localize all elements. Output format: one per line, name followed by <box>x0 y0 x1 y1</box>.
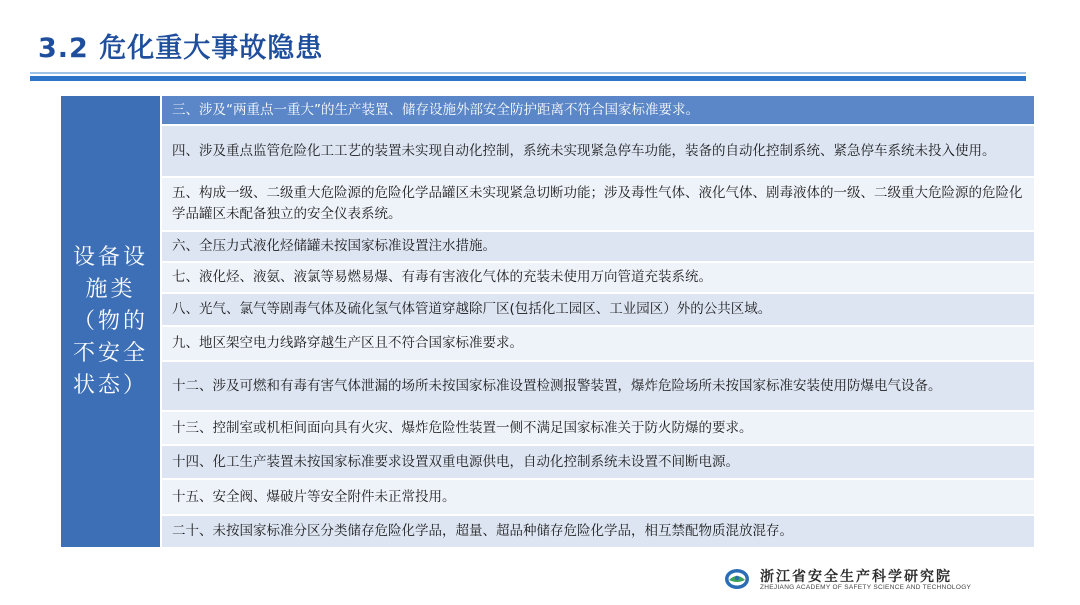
table-row <box>162 446 1034 478</box>
row-text: 六、全压力式液化烃储罐未按国家标准设置注水措施。 <box>172 238 496 254</box>
table-row <box>162 480 1034 514</box>
table-row <box>162 263 1034 292</box>
row-text: 七、液化烃、液氨、液氯等易燃易爆、有毒有害液化气体的充装未使用万向管道充装系统。 <box>172 269 712 285</box>
row-text: 八、光气、氯气等剧毒气体及硫化氢气体管道穿越除厂区(包括化工园区、工业园区）外的公共区域。 <box>172 301 772 317</box>
row-text: 十四、化工生产装置未按国家标准要求设置双重电源供电，自动化控制系统未设置不间断电源。 <box>172 453 739 470</box>
footer-branding <box>724 566 1024 596</box>
hazard-table <box>61 96 1034 547</box>
row-text: 二十、未按国家标准分区分类储存危险化学品，超量、超品种储存危险化学品，相互禁配物质混放混存。 <box>172 523 793 539</box>
row-text: 三、涉及“两重点一重大”的生产装置、储存设施外部安全防护距离不符合国家标准要求。 <box>172 101 699 118</box>
row-text: 九、地区架空电力线路穿越生产区且不符合国家标准要求。 <box>172 335 523 351</box>
page-title: 3.2 危化重大事故隐患 <box>38 33 324 64</box>
category-label: 设备设施类（物的不安全状态） <box>72 244 148 398</box>
table-row <box>162 232 1034 261</box>
row-text: 十二、涉及可燃和有毒有害气体泄漏的场所未按国家标准设置检测报警装置，爆炸危险场所未按国家标准安装使用防爆电气设备。 <box>172 377 942 394</box>
table-row <box>162 294 1034 325</box>
row-text: 十五、安全阀、爆破片等安全附件未正常投用。 <box>172 488 456 505</box>
academy-logo-icon <box>724 568 750 590</box>
table-row <box>162 327 1034 360</box>
row-text: 五、构成一级、二级重大危险源的危险化学品罐区未实现紧急切断功能；涉及毒性气体、液化气体、剧毒液体的一级、二级重大危险源的危险化学品罐区未配备独立的安全仪表系统。 <box>172 185 1023 222</box>
row-text: 十三、控制室或机柜间面向具有火灾、爆炸危险性装置一侧不满足国家标准关于防火防爆的要求。 <box>172 419 753 436</box>
hazard-rows <box>162 96 1034 547</box>
table-row <box>162 362 1034 410</box>
row-text: 四、涉及重点监管危险化工工艺的装置未实现自动化控制，系统未实现紧急停车功能，装备的自动化控制系统、紧急停车系统未投入使用。 <box>172 142 996 159</box>
table-row <box>162 126 1034 176</box>
table-row <box>162 178 1034 230</box>
title-divider-thin <box>30 72 1026 74</box>
title-divider <box>30 76 1026 81</box>
table-row <box>162 412 1034 444</box>
org-name-cn: 浙江省安全生产科学研究院 <box>760 569 952 585</box>
org-name-en: ZHEJIANG ACADEMY OF SAFETY SCIENCE AND TECHNOLOGY <box>760 584 972 591</box>
table-row <box>162 516 1034 547</box>
table-row <box>162 96 1034 124</box>
category-cell <box>61 96 160 547</box>
